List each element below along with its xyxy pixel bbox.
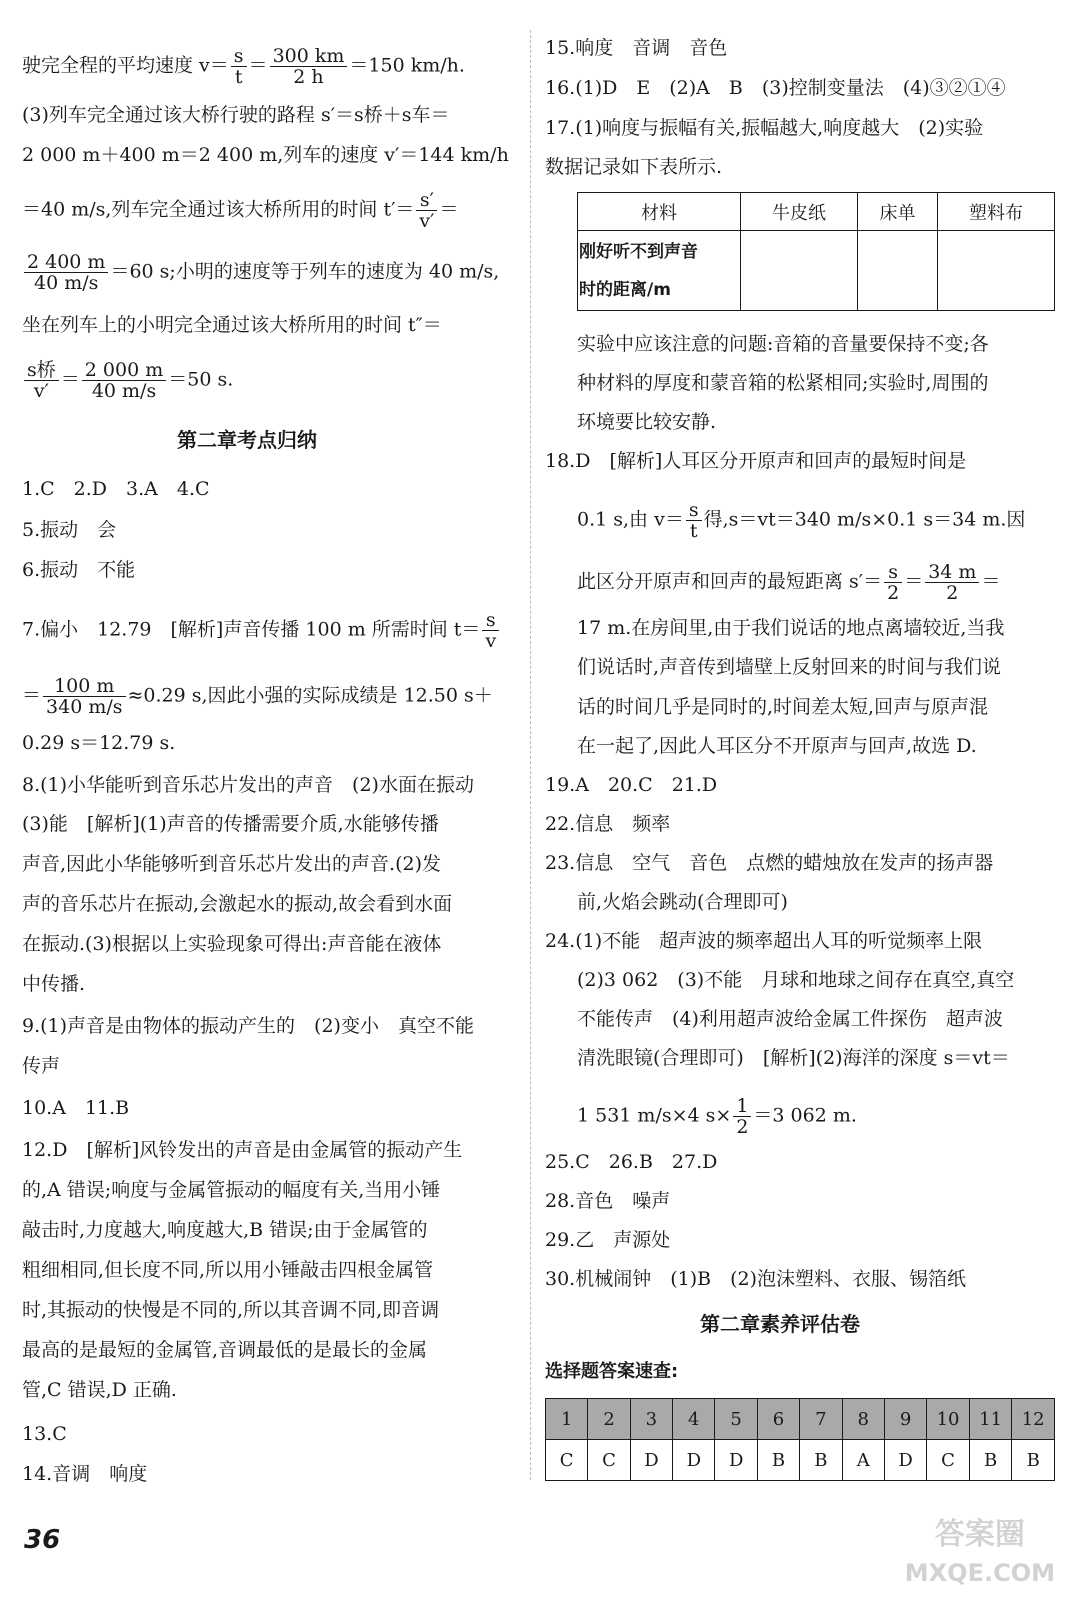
answer-line: 13.C: [22, 1423, 67, 1445]
answer-line: 29.乙 声源处: [545, 1229, 671, 1251]
answer-line: 声的音乐芯片在振动,会激起水的振动,故会看到水面: [22, 893, 453, 915]
answer-key-letter: D: [884, 1440, 926, 1481]
fraction: $\frac{34 m}{2}$: [925, 562, 979, 603]
answer-line: 16.(1)D E (2)A B (3)控制变量法 (4)③②①④: [545, 77, 1006, 99]
answer-key-letter: D: [673, 1440, 715, 1481]
answer-line: 1.C 2.D 3.A 4.C: [22, 478, 210, 500]
answer-key-letter: C: [927, 1440, 970, 1481]
answer-line: 22.信息 频率: [545, 813, 671, 835]
answer-key-number: 4: [673, 1399, 715, 1440]
answer-line: 在一起了,因此人耳区分不开原声与回声,故选 D.: [577, 735, 977, 757]
answer-line: 声音,因此小华能够听到音乐芯片发出的声音.(2)发: [22, 853, 441, 875]
answer-key-number: 2: [588, 1399, 630, 1440]
answer-key-number-row: [546, 1399, 1055, 1440]
answer-line: 种材料的厚度和蒙音箱的松紧相同;实验时,周围的: [577, 372, 989, 394]
answer-key-number: 3: [630, 1399, 672, 1440]
text-line: ＝40 m/s,列车完全通过该大桥所用的时间 t′＝ $\frac{s'}{v'}$ ＝: [22, 189, 459, 232]
answer-key-table: [545, 1398, 1055, 1481]
answer-line: 话的时间几乎是同时的,时间差太短,回声与原声混: [577, 696, 989, 718]
answer-line: 12.D [解析]风铃发出的声音是由金属管的振动产生: [22, 1139, 463, 1161]
answer-line: 敲击时,力度越大,响度越大,B 错误;由于金属管的: [22, 1219, 428, 1241]
fraction: $\frac{s}{t}$: [231, 46, 247, 87]
table-cell: [857, 231, 937, 311]
answer-line: 17 m.在房间里,由于我们说话的地点离墙较近,当我: [577, 617, 1005, 639]
answer-key-letter: B: [1012, 1440, 1055, 1481]
page-number: 36: [24, 1525, 61, 1555]
answer-line: 粗细相同,但长度不同,所以用小锤敲击四根金属管: [22, 1259, 434, 1281]
answer-line: ＝ $\frac{100 m}{340 m/s}$ ≈0.29 s,因此小强的实际成绩是 12.50 s＋: [22, 675, 493, 718]
answer-line: 此区分开原声和回声的最短距离 s′＝ $\frac{s}{2}$ ＝ $\frac{34 m}{2}$ ＝: [577, 561, 1001, 604]
answer-line: (2)3 062 (3)不能 月球和地球之间存在真空,真空: [577, 969, 1015, 991]
answer-key-letter: D: [630, 1440, 672, 1481]
text-line: 坐在列车上的小明完全通过该大桥所用的时间 t″＝: [22, 314, 442, 336]
quick-answer-label: 选择题答案速查:: [545, 1361, 679, 1382]
answer-line: 18.D [解析]人耳区分开原声和回声的最短时间是: [545, 450, 967, 472]
table-header: 床单: [857, 193, 937, 231]
fraction: $\frac{\text{s桥}}{v'}$: [24, 360, 59, 401]
section-heading: 第二章考点归纳: [177, 428, 317, 452]
answer-line: 28.音色 噪声: [545, 1190, 671, 1212]
answer-line: (3)能 [解析](1)声音的传播需要介质,水能够传播: [22, 813, 439, 835]
fraction: $\frac{300 km}{2 h}$: [270, 46, 348, 87]
answer-key-number: 11: [969, 1399, 1012, 1440]
answer-line: 最高的是最短的金属管,音调最低的是最长的金属: [22, 1339, 428, 1361]
fraction: $\frac{s}{v}$: [482, 610, 499, 651]
answer-line: 24.(1)不能 超声波的频率超出人耳的听觉频率上限: [545, 930, 983, 952]
answer-line: 17.(1)响度与振幅有关,振幅越大,响度越大 (2)实验: [545, 117, 984, 139]
answer-line: 23.信息 空气 音色 点燃的蜡烛放在发声的扬声器: [545, 852, 994, 874]
answer-key-letter: C: [546, 1440, 588, 1481]
answer-line: 9.(1)声音是由物体的振动产生的 (2)变小 真空不能: [22, 1015, 474, 1037]
answer-line: 19.A 20.C 21.D: [545, 774, 718, 796]
answer-line: 传声: [22, 1055, 61, 1077]
text-line: (3)列车完全通过该大桥行驶的路程 s′＝s桥＋s车＝: [22, 104, 450, 126]
answer-line: 14.音调 响度: [22, 1463, 148, 1485]
answer-line: 6.振动 不能: [22, 559, 136, 581]
fraction: $\frac{2 000 m}{40 m/s}$: [82, 360, 166, 401]
fraction: $\frac{100 m}{340 m/s}$: [43, 676, 125, 717]
answer-key-letter: C: [588, 1440, 630, 1481]
answer-line: 在振动.(3)根据以上实验现象可得出:声音能在液体: [22, 933, 442, 955]
answer-line: 清洗眼镜(合理即可) [解析](2)海洋的深度 s＝vt＝: [577, 1047, 1010, 1069]
answer-key-letter-row: [546, 1440, 1055, 1481]
column-divider: [530, 30, 531, 1480]
answer-line: 8.(1)小华能听到音乐芯片发出的声音 (2)水面在振动: [22, 774, 474, 796]
section-heading: 第二章素养评估卷: [700, 1312, 860, 1336]
answer-line: 不能传声 (4)利用超声波给金属工件探伤 超声波: [577, 1008, 1003, 1030]
answer-key-number: 7: [800, 1399, 842, 1440]
text-line: $\frac{\text{s桥}}{v'}$ ＝ $\frac{2 000 m}{40 m/s}$ ＝50 s.: [22, 360, 233, 401]
table-header: 塑料布: [938, 193, 1055, 231]
answer-line: 的,A 错误;响度与金属管振动的幅度有关,当用小锤: [22, 1179, 441, 1201]
answer-line: 时,其振动的快慢是不同的,所以其音调不同,即音调: [22, 1299, 440, 1321]
answer-line: 环境要比较安静.: [577, 411, 717, 433]
data-record-table: [577, 192, 1055, 311]
answer-key-letter: B: [757, 1440, 799, 1481]
answer-line: 中传播.: [22, 973, 86, 995]
text-line: 2 000 m＋400 m＝2 400 m,列车的速度 v′＝144 km/h: [22, 144, 509, 166]
answer-key-number: 1: [546, 1399, 588, 1440]
text-line: $\frac{2 400 m}{40 m/s}$ ＝60 s;小明的速度等于列车的速度为 40 m/s,: [22, 252, 499, 293]
answer-key-number: 12: [1012, 1399, 1055, 1440]
answer-line: 0.1 s,由 v＝ $\frac{s}{t}$ 得,s＝vt＝340 m/s×0.1 s＝34 m.因: [577, 499, 1026, 542]
answer-line: 30.机械闹钟 (1)B (2)泡沫塑料、衣服、锡箔纸: [545, 1268, 967, 1290]
answer-line: 10.A 11.B: [22, 1097, 130, 1119]
text-line: 驶完全程的平均速度 v＝ $\frac{s}{t}$ ＝ $\frac{300 km}{2 h}$ ＝150 km/h.: [22, 45, 465, 88]
answer-key-number: 9: [884, 1399, 926, 1440]
answer-key-letter: B: [800, 1440, 842, 1481]
answer-line: 前,火焰会跳动(合理即可): [577, 891, 788, 913]
answer-key-number: 8: [842, 1399, 884, 1440]
table-header: 牛皮纸: [741, 193, 858, 231]
fraction: $\frac{2 400 m}{40 m/s}$: [24, 252, 108, 293]
answer-line: 数据记录如下表所示.: [545, 156, 723, 178]
answer-line: 7.偏小 12.79 [解析]声音传播 100 m 所需时间 t＝ $\frac{s}{v}$: [22, 610, 501, 651]
answer-key-number: 5: [715, 1399, 757, 1440]
fraction: $\frac{s}{2}$: [884, 562, 902, 603]
answer-key-number: 6: [757, 1399, 799, 1440]
answer-line: 实验中应该注意的问题:音箱的音量要保持不变;各: [577, 333, 989, 355]
fraction: $\frac{s}{t}$: [686, 500, 702, 541]
answer-key-letter: D: [715, 1440, 757, 1481]
answer-key-number: 10: [927, 1399, 970, 1440]
fraction: $\frac{s'}{v'}$: [416, 190, 437, 231]
table-header: 材料: [578, 193, 741, 231]
answer-line: 0.29 s＝12.79 s.: [22, 732, 176, 754]
table-row-label: 刚好听不到声音 时的距离/m: [578, 231, 741, 311]
answer-line: 们说话时,声音传到墙壁上反射回来的时间与我们说: [577, 656, 1002, 678]
answer-key-letter: B: [969, 1440, 1012, 1481]
table-cell: [741, 231, 858, 311]
answer-line: 管,C 错误,D 正确.: [22, 1379, 177, 1401]
fraction: $\frac{1}{2}$: [733, 1096, 751, 1137]
table-cell: [938, 231, 1055, 311]
answer-line: 15.响度 音调 音色: [545, 37, 728, 59]
answer-line: 5.振动 会: [22, 519, 117, 541]
answer-key-letter: A: [842, 1440, 884, 1481]
answer-line: 25.C 26.B 27.D: [545, 1151, 718, 1173]
watermark-logo: 答案圈 MXQE.COM: [904, 1517, 1055, 1587]
answer-line: 1 531 m/s×4 s× $\frac{1}{2}$ ＝3 062 m.: [577, 1095, 857, 1138]
